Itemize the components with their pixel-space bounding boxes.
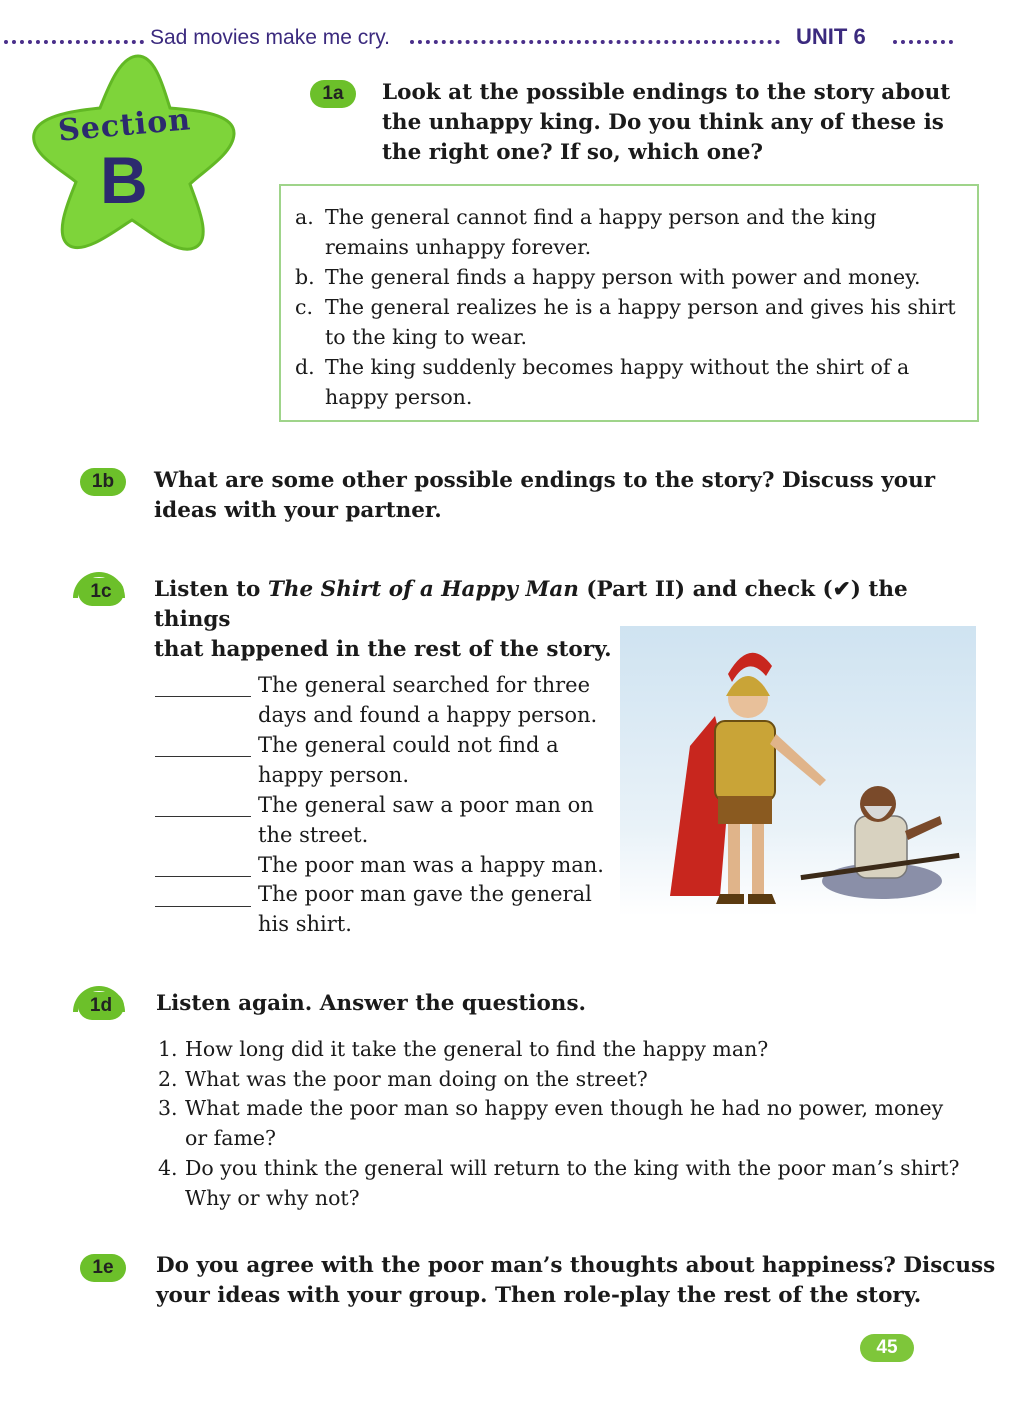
instruction-1d: Listen again. Answer the questions. [156, 991, 587, 1016]
option-b: b. The general finds a happy person with power and money. [295, 265, 921, 289]
instruction-1e: Do you agree with the poor man’s thoughts about happiness? Discuss your ideas with your group. Then role-play the rest of the story. [156, 1253, 996, 1308]
header-dots-left [4, 40, 144, 44]
check-blank-4[interactable] [155, 876, 251, 877]
instruction-1a: Look at the possible endings to the story about the unhappy king. Do you think any of these is the right one? If so, which one? [382, 80, 951, 165]
header-dots-right [893, 40, 953, 44]
instruction-1c: Listen to The Shirt of a Happy Man (Part II) and check (✔) the things that happened in the rest of the story. [154, 577, 908, 662]
header-dots-middle [410, 40, 780, 44]
section-letter: B [100, 143, 148, 217]
check-item-1: The general searched for three days and found a happy person. [258, 673, 598, 727]
check-blank-5[interactable] [155, 906, 251, 907]
check-blank-2[interactable] [155, 756, 251, 757]
section-label: Section [56, 102, 193, 149]
badge-1e: 1e [80, 1254, 126, 1282]
question-4: 4. Do you think the general will return to the king with the poor man’s shirt? Why or why not? [158, 1156, 960, 1210]
unit-label: UNIT 6 [796, 24, 866, 49]
check-item-3: The general saw a poor man on the street. [258, 793, 594, 847]
instruction-1b: What are some other possible endings to the story? Discuss your ideas with your partner. [154, 468, 936, 523]
option-d: d. The king suddenly becomes happy without the shirt of a happy person. [295, 355, 910, 409]
badge-1b: 1b [80, 468, 126, 496]
question-3: 3. What made the poor man so happy even though he had no power, money or fame? [158, 1096, 944, 1150]
general-and-poor-man-icon [620, 626, 976, 916]
endings-box [279, 184, 979, 422]
story-title: The Shirt of a Happy Man [267, 577, 579, 602]
check-item-5: The poor man gave the general his shirt. [258, 882, 592, 936]
check-item-4: The poor man was a happy man. [258, 853, 604, 877]
check-blank-3[interactable] [155, 816, 251, 817]
section-star [30, 50, 240, 255]
badge-1c: 1c [78, 578, 124, 606]
question-1: 1. How long did it take the general to find the happy man? [158, 1037, 769, 1061]
chapter-title: Sad movies make me cry. [150, 26, 391, 49]
story-illustration [620, 626, 976, 916]
option-c: c. The general realizes he is a happy person and gives his shirt to the king to wear. [295, 295, 956, 349]
check-item-2: The general could not find a happy person. [258, 733, 559, 787]
question-2: 2. What was the poor man doing on the street? [158, 1067, 648, 1091]
badge-1a: 1a [310, 80, 356, 108]
option-a: a. The general cannot find a happy person and the king remains unhappy forever. [295, 205, 877, 259]
check-blank-1[interactable] [155, 696, 251, 697]
page-number: 45 [860, 1334, 914, 1362]
badge-1d: 1d [78, 992, 124, 1020]
